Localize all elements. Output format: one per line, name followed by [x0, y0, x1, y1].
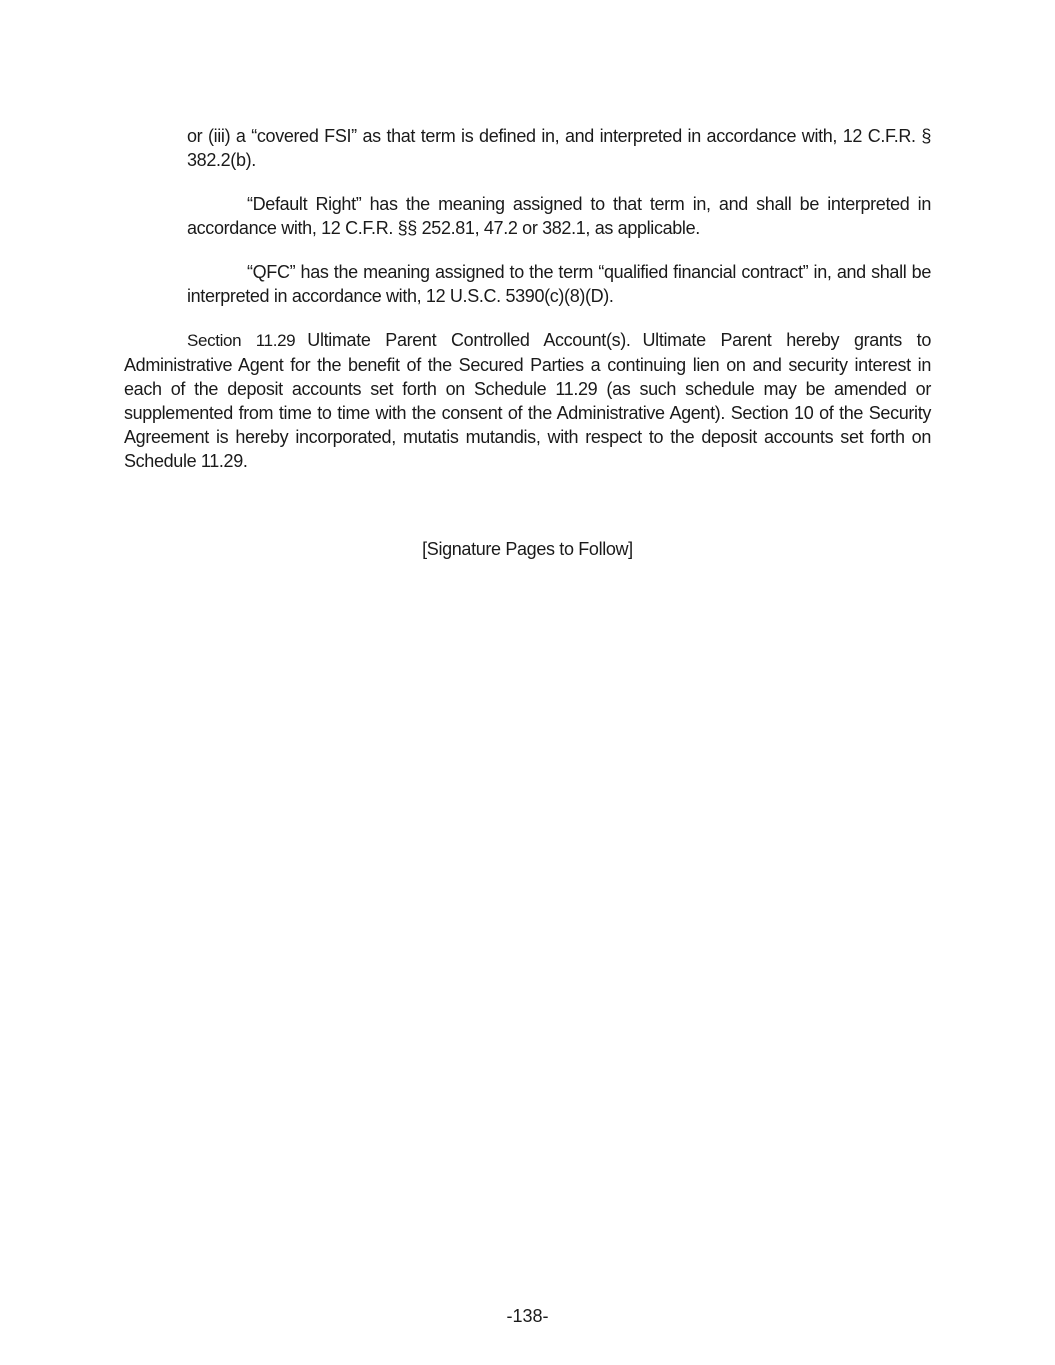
paragraph-default-right-definition: “Default Right” has the meaning assigned to that term in, and shall be interpreted in accordance with, 12 C.F.R. §§ 252.81, 47.2 or 382.1, as applicable.: [187, 194, 931, 238]
paragraph-qfc-definition: “QFC” has the meaning assigned to the term “qualified financial contract” in, and shall be interpreted in accordance with, 12 U.S.C. 5390(c)(8)(D).: [187, 262, 931, 306]
signature-pages-note: [Signature Pages to Follow]: [422, 539, 633, 559]
section-11-29-paragraph: [124, 328, 931, 473]
section-title: Ultimate Parent Controlled Account(s).: [307, 330, 631, 350]
paragraph-covered-fsi: or (iii) a “covered FSI” as that term is defined in, and interpreted in accordance with, 12 C.F.R. § 382.2(b).: [187, 126, 931, 170]
page-number: -138-: [506, 1306, 549, 1326]
section-body: Ultimate Parent hereby grants to Administrative Agent for the benefit of the Secured Parties a continuing lien on and security interest in each of the deposit accounts set forth on Schedule 11.29 (as such schedule may be amended or supplemented from time to time with the consent of the Administrative Agent). Section 10 of the Security Agreement is hereby incorporated, mutatis mutandis, with respect to the deposit accounts set forth on Schedule 11.29.: [124, 330, 931, 471]
section-number: Section 11.29: [187, 331, 296, 350]
